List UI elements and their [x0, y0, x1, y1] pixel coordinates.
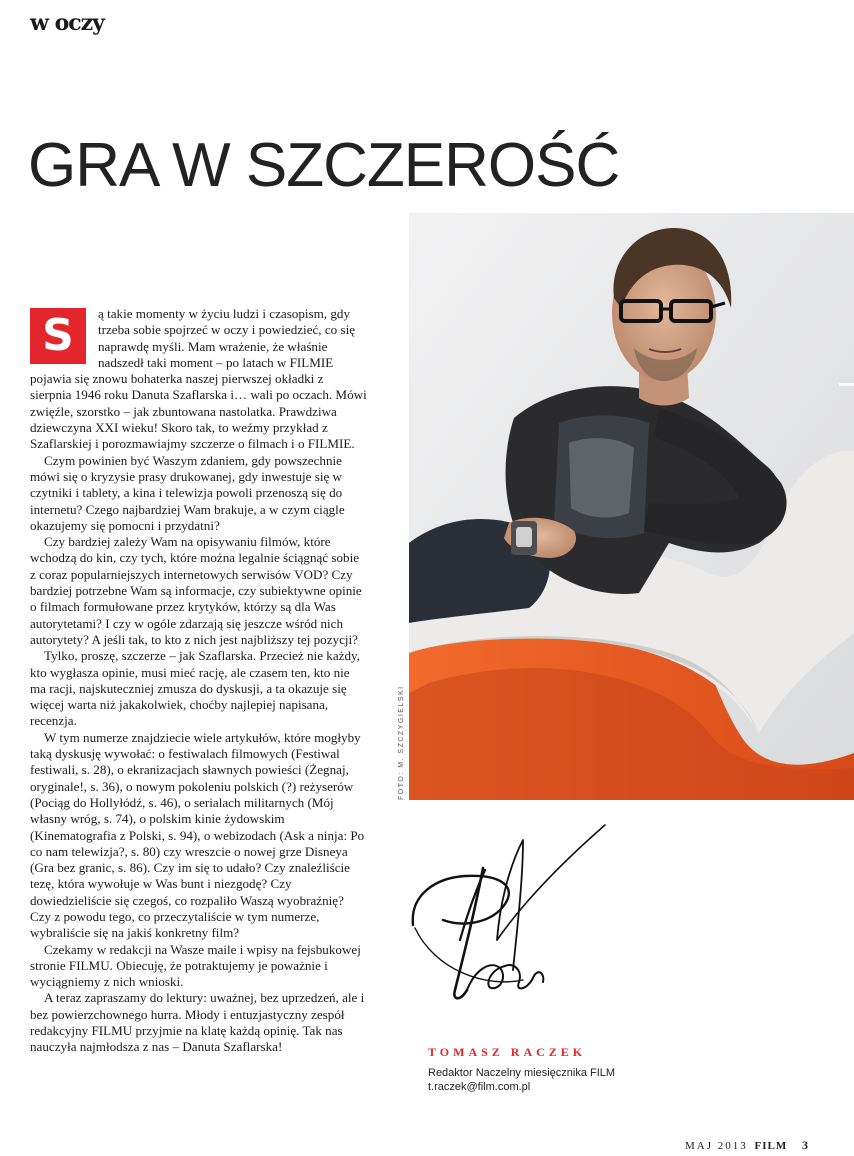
dropcap: S	[30, 308, 86, 364]
article-paragraph: Czym powinien być Waszym zdaniem, gdy powszechnie mówi się o kryzysie prasy drukowanej, gdy inwestuje się w czytniki i tablety, a kina i telewizja powoli przenoszą się do internetu? Czego najbardziej Wam brakuje, a w czym ciągle okazujemy się pomocni i przydatni?	[30, 452, 345, 533]
page-number: 3	[802, 1138, 808, 1152]
handwritten-signature	[405, 820, 615, 1030]
editor-photo	[409, 213, 854, 800]
article-paragraph: Czy bardziej zależy Wam na opisywaniu filmów, które wchodzą do kin, czy tych, które można legalnie ściągnąć sobie z coraz popularniejszych internetowych serwisów VOD? Czy bardziej potrzebne Wam są informacje, czy subiektywne opinie o filmach formułowane przez krytyków, którzy są dla Was autorytetami? I czy w ogóle zdarzają się jeszcze wśród nich autorytety? A jeśli tak, to kto z nich jest najbliższy tej pozycji?	[30, 534, 362, 647]
page-footer	[685, 1138, 808, 1153]
author-role: Redaktor Naczelny miesięcznika FILM	[428, 1067, 616, 1079]
article-paragraph	[30, 306, 368, 453]
author-name: TOMASZ RACZEK	[428, 1045, 587, 1059]
article-paragraph-text: ą takie momenty w życiu ludzi i czasopism, gdy trzeba sobie spojrzeć w oczy i powiedzieć, co się naprawdę myśli. Mam wrażenie, że właśnie nadszedł taki moment – po latach w FILMIE pojawia się znowu bohaterka naszej pierwszej okładki z sierpnia 1946 roku Danuta Szaflarska i… wali po oczach. Mówi zwięźle, szorstko – jak zbuntowana nastolatka. Prawdziwa dziewczyna XXI wieku! Skoro tak, to weźmy przykład z Szaflarskiej i porozmawiajmy szczerze o filmach i o FILMIE.	[30, 306, 367, 452]
footer-issue: MAJ 2013	[685, 1140, 748, 1152]
article-paragraph: Czekamy w redakcji na Wasze maile i wpisy na fejsbukowej stronie FILMU. Obiecuję, że potraktujemy je poważnie i wyciągniemy z nich wnioski.	[30, 941, 361, 990]
headline: GRA W SZCZEROŚĆ	[28, 131, 620, 200]
section-label: w oczy	[30, 10, 104, 36]
author-email[interactable]: t.raczek@film.com.pl	[428, 1081, 531, 1093]
article-paragraph: A teraz zapraszamy do lektury: uważnej, bez uprzedzeń, ale i bez powierzchownego hurra. Młody i entuzjastyczny zespół redakcyjny FILMU przyjmie na klatę każdą opinię. Tak nas nauczyła najmłodsza z nas – Danuta Szaflarska!	[30, 990, 365, 1055]
article-paragraph: Tylko, proszę, szczerze – jak Szaflarska. Przecież nie każdy, kto wygłasza opinie, musi mieć rację, ale czasem ten, kto nie ma racji, najskuteczniej zmusza do dyskusji, a ta okazuje się więcej warta niż jakakolwiek, choćby najlepiej napisana, recenzja.	[30, 648, 360, 729]
editorial-article	[30, 306, 368, 1056]
footer-magazine: FILM	[754, 1140, 788, 1152]
photo-credit: FOTO: M. SZCZYGIELSKI	[398, 685, 405, 800]
article-paragraph: W tym numerze znajdziecie wiele artykułów, które mogłyby taką dyskusję wywołać: o festiwalach filmowych (Festiwal festiwali, s. 28), o ekranizacjach sławnych powieści (Żegnaj, oryginale!, s. 36), o nowym pokoleniu polskich (?) reżyserów (Pociąg do Hollyłódź, s. 46), o serialach militarnych (Mój własny wróg, s. 74), o polskim kinie żydowskim (Kinematografia z Polski, s. 94), o webizodach (Ask a ninja: Po co nam telewizja?, s. 80) czy wreszcie o nowej grze Disneya (Gra bez granic, s. 86). Czy im się to udało? Czy znaleźliście tezę, która wywołuje w Was bunt i niezgodę? Czy dowiedzieliście się czegoś, co rozpaliło Waszą wyobraźnię? Czy z powodu tego, co przeczytaliście w tym numerze, wybraliście się na jakiś konkretny film?	[30, 729, 365, 941]
